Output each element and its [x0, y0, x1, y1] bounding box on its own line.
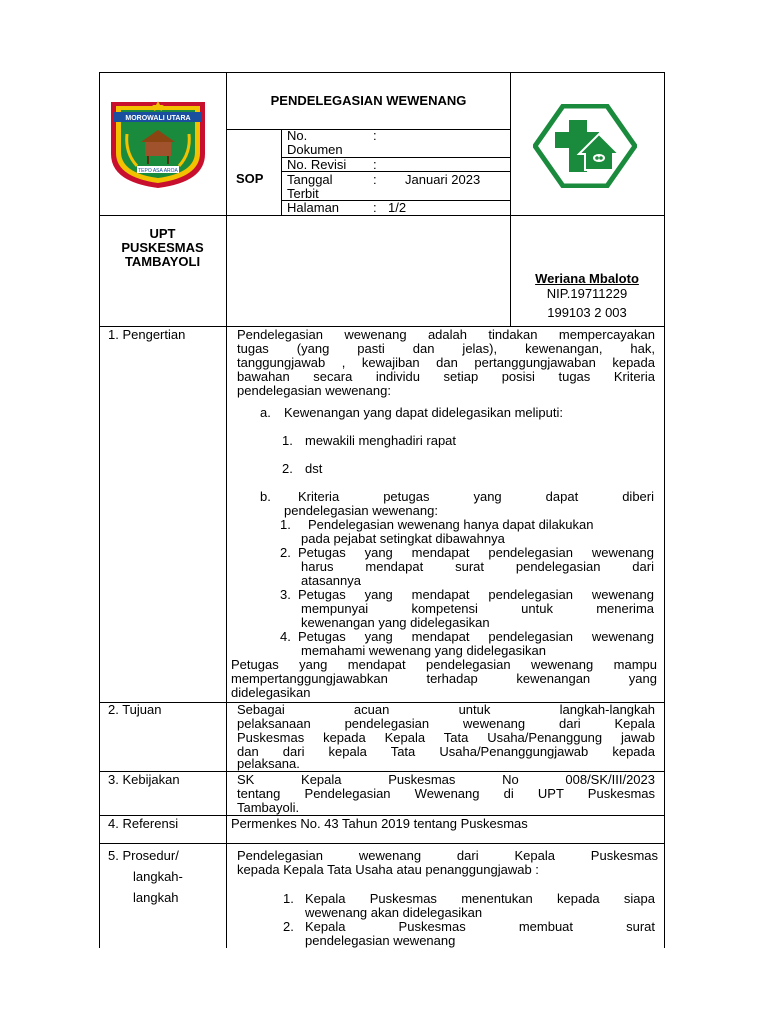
paragraph-line: bawahan secara individu setiap posisi tugas Kriteria [237, 369, 655, 384]
meta-label: Halaman [287, 200, 340, 215]
meta-label: No. [287, 128, 308, 143]
list-item: mempunyai kompetensi untuk menerima [301, 601, 654, 616]
paragraph-line: dan dari kepala Tata Usaha/Penanggungjawab kepada [237, 744, 655, 759]
meta-divider [281, 129, 282, 216]
org-line: UPT [149, 226, 176, 241]
list-item: mewakili menghadiri rapat [305, 433, 457, 448]
list-item: pendelegasian wewenang [305, 933, 456, 948]
signer-nip: 199103 2 003 [547, 305, 627, 320]
column-divider [226, 72, 227, 948]
list-item: Petugas yang mendapat pendelegasian wewenang [298, 587, 654, 602]
meta-sep: : [373, 172, 377, 187]
list-item: Kepala Puskesmas menentukan kepada siapa [305, 891, 655, 906]
paragraph-line: tugas (yang pasti dan jelas), kewenangan, hak, [237, 341, 655, 356]
paragraph-line: mempertanggungjawabkan terhadap kewenangan yang [231, 671, 657, 686]
meta-sep: : [373, 200, 377, 215]
list-marker: b. [260, 489, 271, 504]
paragraph-line: Pendelegasian wewenang dari Kepala Puskesmas [237, 848, 658, 863]
list-item: dst [305, 461, 323, 476]
paragraph-line: Sebagai acuan untuk langkah-langkah [237, 702, 655, 717]
list-marker: 2. [283, 919, 294, 934]
row-line [99, 843, 665, 844]
list-marker: 1. [283, 891, 294, 906]
table-border-right [664, 72, 665, 948]
paragraph-line: pelaksanaan pendelegasian wewenang dari Kepala [237, 716, 655, 731]
list-item: Kewenangan yang dapat didelegasikan meliputi: [284, 405, 563, 420]
list-item: kewenangan yang didelegasikan [301, 615, 490, 630]
section-label-kebijakan: 3. Kebijakan [108, 772, 180, 787]
list-marker: 1. [280, 517, 291, 532]
list-marker: a. [260, 405, 271, 420]
list-item: pada pejabat setingkat dibawahnya [301, 531, 505, 546]
morowali-utara-logo [107, 98, 209, 190]
document-title: PENDELEGASIAN WEWENANG [270, 93, 467, 108]
list-item: Petugas yang mendapat pendelegasian wewenang [298, 545, 654, 560]
list-marker: 1. [282, 433, 293, 448]
label-line: langkah- [133, 869, 183, 884]
meta-sep: : [373, 128, 377, 143]
list-marker: 4. [280, 629, 291, 644]
list-marker: 2. [280, 545, 291, 560]
list-item: harus mendapat surat pendelegasian dari [301, 559, 654, 574]
signer-nip: NIP.19711229 [546, 286, 628, 301]
paragraph-line: tanggungjawab , kewajiban dan pertanggungjawaban kepada [237, 355, 655, 370]
meta-value-page: 1/2 [388, 200, 407, 215]
meta-label: No. Revisi [287, 157, 347, 172]
list-item: memahami wewenang yang didelegasikan [301, 643, 546, 658]
logo-motto: TEPO ASA AROA [138, 168, 178, 174]
org-line: PUSKESMAS [121, 240, 204, 255]
paragraph-line: pelaksana. [237, 756, 300, 771]
section-label-tujuan: 2. Tujuan [108, 702, 162, 717]
section-label-referensi: 4. Referensi [108, 816, 179, 831]
meta-value-date: Januari 2023 [405, 172, 481, 187]
paragraph-line: Tambayoli. [237, 800, 300, 815]
header-bottom-line [99, 215, 665, 216]
section-label-pengertian: 1. Pengertian [108, 327, 186, 342]
list-marker: 3. [280, 587, 291, 602]
list-item: Petugas yang mendapat pendelegasian wewenang [298, 629, 654, 644]
list-item: wewenang akan didelegasikan [305, 905, 483, 920]
paragraph-line: Pendelegasian wewenang adalah tindakan mempercayakan [237, 327, 655, 342]
paragraph-line: SK Kepala Puskesmas No 008/SK/III/2023 [237, 772, 655, 787]
title-divider [226, 129, 511, 130]
meta-label: Tanggal [287, 172, 333, 187]
org-line: TAMBAYOLI [124, 254, 201, 269]
list-item: Kepala Puskesmas membuat surat [305, 919, 655, 934]
paragraph-line: Puskesmas kepada Kepala Tata Usaha/Penanggung jawab [237, 730, 655, 745]
label-line: 5. Prosedur/ [108, 848, 179, 863]
meta-label: Terbit [287, 186, 319, 201]
referensi-content: Permenkes No. 43 Tahun 2019 tentang Puskesmas [231, 816, 528, 831]
list-item: pendelegasian wewenang: [284, 503, 438, 518]
list-item: atasannya [301, 573, 361, 588]
list-marker: 2. [282, 461, 293, 476]
list-item: Kriteria petugas yang dapat diberi [298, 489, 654, 504]
paragraph-line: didelegasikan [231, 685, 311, 700]
list-item: Pendelegasian wewenang hanya dapat dilakukan [308, 517, 594, 532]
logo-text: MOROWALI UTARA [125, 115, 191, 122]
table-border-top [99, 72, 665, 73]
table-border-left [99, 72, 100, 948]
signer-name: Weriana Mbaloto [535, 271, 639, 286]
label-line: langkah [133, 890, 179, 905]
sop-label: SOP [236, 171, 264, 186]
puskesmas-logo [533, 104, 637, 188]
paragraph-line: kepada Kepala Tata Usaha atau penanggungjawab : [237, 862, 539, 877]
meta-sep: : [373, 157, 377, 172]
meta-label: Dokumen [287, 142, 343, 157]
paragraph-line: pendelegasian wewenang: [237, 383, 391, 398]
paragraph-line: Petugas yang mendapat pendelegasian wewenang mampu [231, 657, 657, 672]
paragraph-line: tentang Pendelegasian Wewenang di UPT Puskesmas [237, 786, 655, 801]
